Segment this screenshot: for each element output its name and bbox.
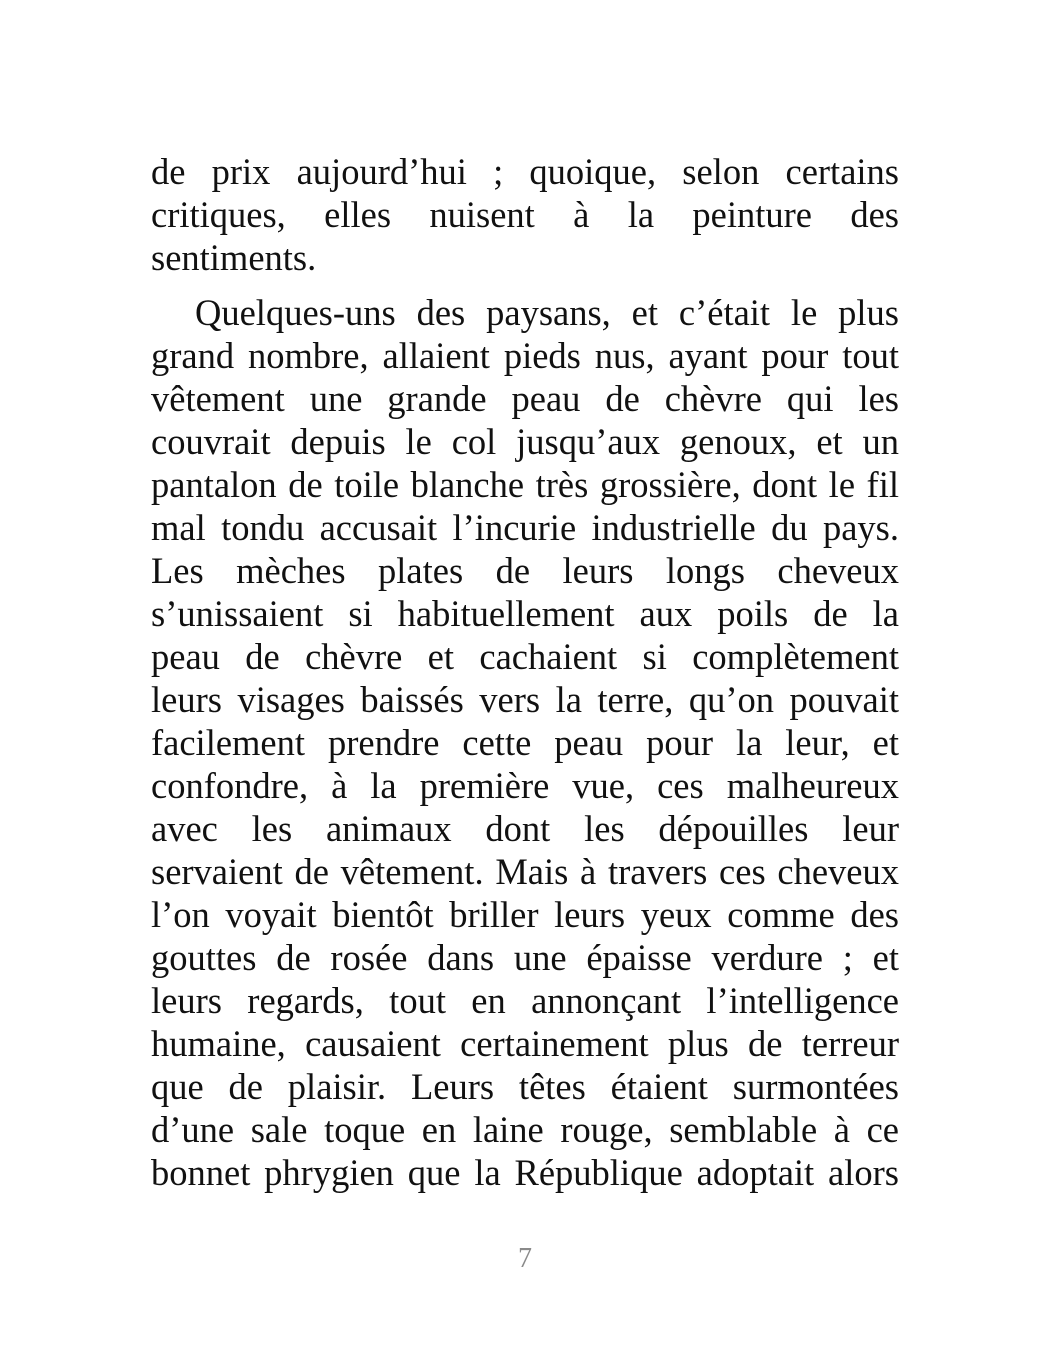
text-line: grand nombre, allaient pieds nus, ayant pour tout [151,335,899,376]
text-line: servaient de vêtement. Mais à travers ces cheveux [151,851,899,892]
paragraph-1 [151,150,899,279]
text-line: confondre, à la première vue, ces malheureux [151,765,899,806]
paragraph-2 [151,291,899,1194]
text-line: d’une sale toque en laine rouge, semblable à ce [151,1109,899,1150]
text-line: pantalon de toile blanche très grossière, dont le fil [151,464,899,505]
text-line: Les mèches plates de leurs longs cheveux [151,550,899,591]
text-line: avec les animaux dont les dépouilles leur [151,808,899,849]
body-text [151,150,899,1194]
text-line: leurs regards, tout en annonçant l’intelligence [151,980,899,1021]
text-line: mal tondu accusait l’incurie industrielle du pays. [151,507,899,548]
text-line: peau de chèvre et cachaient si complètement [151,636,899,677]
text-line: que de plaisir. Leurs têtes étaient surmontées [151,1066,899,1107]
text-line: s’unissaient si habituellement aux poils de la [151,593,899,634]
text-line: leurs visages baissés vers la terre, qu’on pouvait [151,679,899,720]
text-line: sentiments. [151,237,317,278]
text-line: bonnet phrygien que la République adoptait alors [151,1152,899,1193]
paragraph-spacer [151,279,899,291]
text-line: critiques, elles nuisent à la peinture des [151,194,899,235]
text-line: gouttes de rosée dans une épaisse verdure ; et [151,937,899,978]
text-line: Quelques-uns des paysans, et c’était le plus [195,292,899,333]
text-line: facilement prendre cette peau pour la leur, et [151,722,899,763]
text-line: de prix aujourd’hui ; quoique, selon certains [151,151,899,192]
text-line: l’on voyait bientôt briller leurs yeux comme des [151,894,899,935]
page-number: 7 [518,1243,532,1274]
text-line: couvrait depuis le col jusqu’aux genoux, et un [151,421,899,462]
text-line: humaine, causaient certainement plus de terreur [151,1023,899,1064]
text-line: vêtement une grande peau de chèvre qui les [151,378,899,419]
